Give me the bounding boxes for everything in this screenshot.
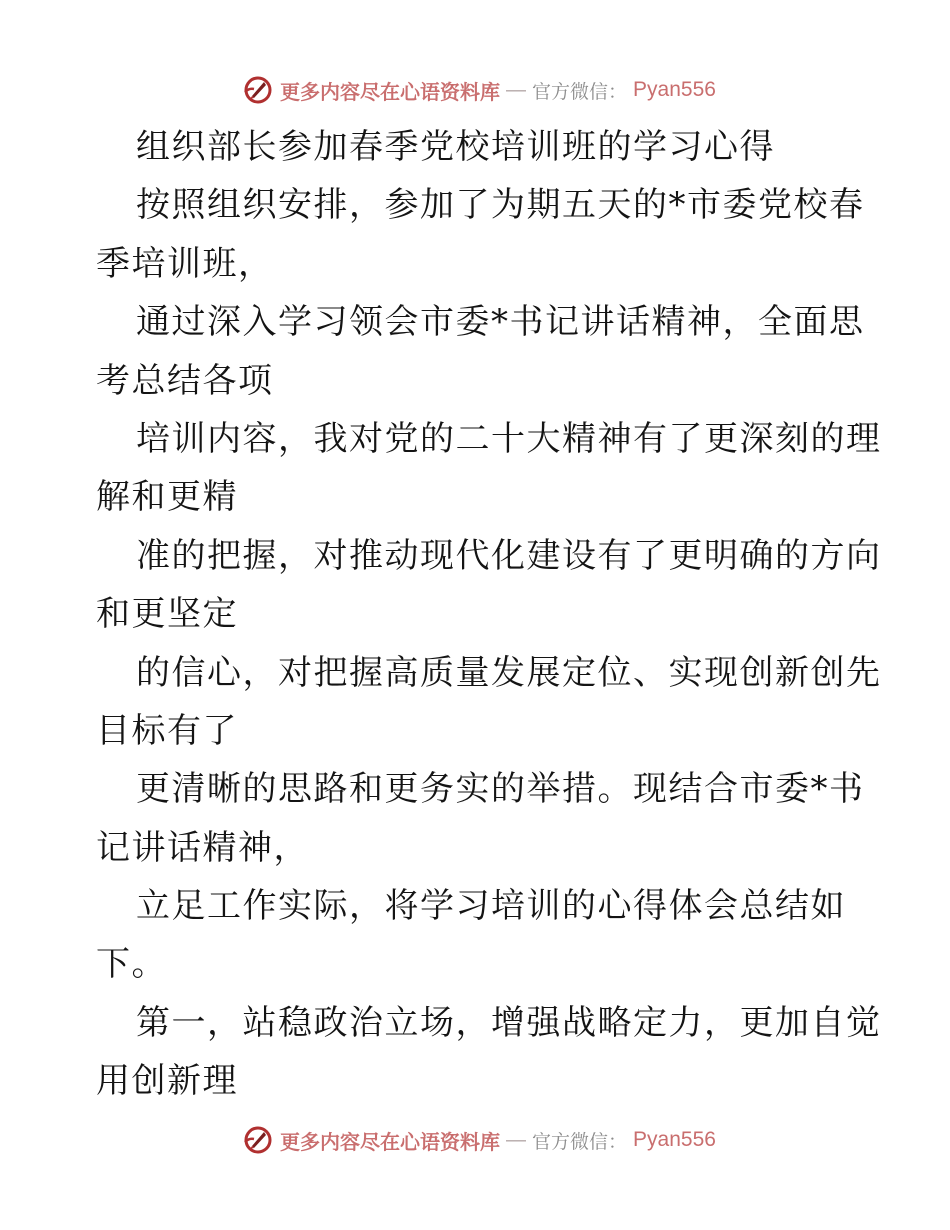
text-line: 目标有了: [96, 710, 238, 751]
text-line: 准的把握，对推动现代化建设有了更明确的方向: [136, 535, 882, 576]
watermark-brand-text: 更多内容尽在心语资料库: [280, 1129, 501, 1154]
watermark-contact-label: 官方微信：: [532, 1130, 628, 1153]
text-line: 考总结各项: [96, 360, 274, 401]
quill-pen-logo-icon: [242, 1124, 274, 1156]
text-line: 用创新理: [96, 1061, 238, 1102]
text-line: 季培训班，: [96, 243, 274, 284]
text-line: 更清晰的思路和更务实的举措。现结合市委*书: [136, 769, 865, 810]
text-line: 和更坚定: [96, 594, 238, 635]
watermark-contact-id: Pyan556: [633, 1128, 716, 1151]
text-line: 通过深入学习领会市委*书记讲话精神，全面思: [136, 302, 865, 343]
watermark-dash: —: [506, 1128, 527, 1151]
quill-pen-logo-icon: [242, 74, 274, 106]
footer-watermark: [0, 1120, 950, 1160]
watermark-contact-id: Pyan556: [633, 78, 716, 101]
watermark-brand-text: 更多内容尽在心语资料库: [280, 79, 501, 104]
watermark-dash: —: [506, 78, 527, 101]
header-watermark: [0, 70, 950, 110]
text-line: 下。: [96, 944, 167, 985]
document-body: [96, 118, 882, 1111]
text-line: 记讲话精神，: [96, 827, 309, 868]
text-line: 立足工作实际，将学习培训的心得体会总结如: [136, 886, 846, 927]
text-line: 第一，站稳政治立场，增强战略定力，更加自觉: [136, 1002, 882, 1043]
text-line: 的信心，对把握高质量发展定位、实现创新创先: [136, 652, 882, 693]
text-line: 解和更精: [96, 477, 238, 518]
text-line: 培训内容，我对党的二十大精神有了更深刻的理: [136, 418, 882, 459]
text-line: 按照组织安排，参加了为期五天的*市委党校春: [136, 185, 865, 226]
text-line: 组织部长参加春季党校培训班的学习心得: [136, 127, 775, 167]
watermark-contact-label: 官方微信：: [532, 80, 628, 103]
